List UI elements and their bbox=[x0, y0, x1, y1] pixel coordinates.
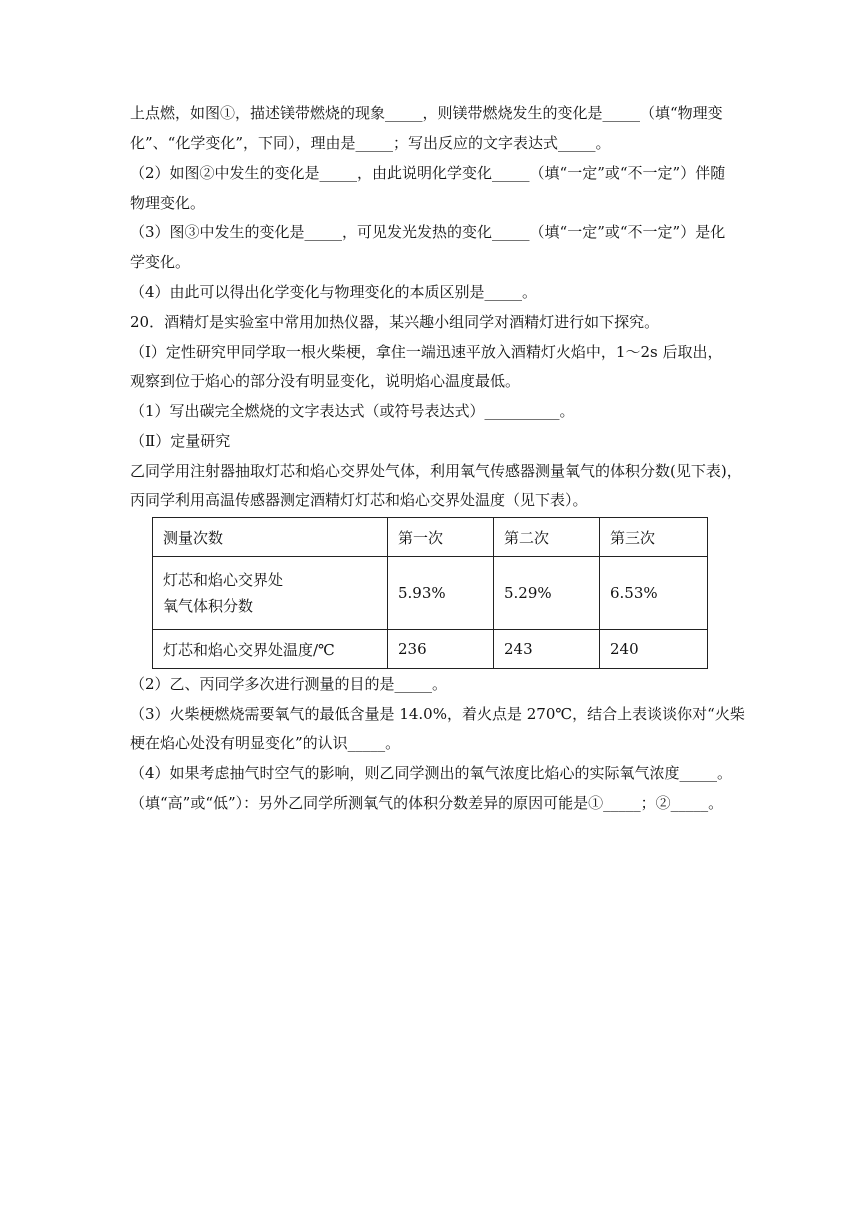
text-line: （填“高”或“低”）：另外乙同学所测氧气的体积分数差异的原因可能是①_____；②_____。 bbox=[130, 794, 724, 812]
question-20-title: 20．酒精灯是实验室中常用加热仪器，某兴趣小组同学对酒精灯进行如下探究。 bbox=[130, 313, 660, 331]
row-label-temperature: 灯芯和焰心交界处温度/℃ bbox=[153, 630, 388, 669]
table-cell: 243 bbox=[494, 630, 600, 669]
table-header-cell: 第二次 bbox=[494, 518, 600, 557]
text-line: 物理变化。 bbox=[130, 194, 206, 212]
text-line: 梗在焰心处没有明显变化”的认识_____。 bbox=[130, 734, 401, 752]
text-line: （2）乙、丙同学多次进行测量的目的是_____。 bbox=[130, 675, 448, 693]
text-line: （1）写出碳完全燃烧的文字表达式（或符号表达式）__________。 bbox=[130, 402, 575, 420]
text-line: （3）图③中发生的变化是_____，可见发光发热的变化_____（填“一定”或“不一定”）是化 bbox=[130, 223, 726, 241]
measurement-table bbox=[152, 517, 708, 669]
table-header-cell: 第一次 bbox=[388, 518, 494, 557]
text-line: （4）由此可以得出化学变化与物理变化的本质区别是_____。 bbox=[130, 283, 538, 301]
text-line: （3）火柴梗燃烧需要氧气的最低含量是 14.0%，着火点是 270℃，结合上表谈谈你对“火柴 bbox=[130, 705, 745, 723]
text-line: （2）如图②中发生的变化是_____，由此说明化学变化_____（填“一定”或“不一定”）伴随 bbox=[130, 164, 726, 182]
row-label-line: 灯芯和焰心交界处 bbox=[163, 571, 284, 589]
table-row bbox=[153, 557, 708, 630]
text-line: （4）如果考虑抽气时空气的影响，则乙同学测出的氧气浓度比焰心的实际氧气浓度_____。 bbox=[130, 764, 733, 782]
text-line: 化”、“化学变化”，下同），理由是_____；写出反应的文字表达式_____。 bbox=[130, 134, 611, 152]
text-line: 学变化。 bbox=[130, 253, 191, 271]
row-label-line: 氧气体积分数 bbox=[163, 597, 254, 615]
text-line: 上点燃，如图①，描述镁带燃烧的现象_____，则镁带燃烧发生的变化是_____（填“物理变 bbox=[130, 104, 723, 122]
table-header-row bbox=[153, 518, 708, 557]
table-header-cell: 测量次数 bbox=[153, 518, 388, 557]
table-cell: 240 bbox=[600, 630, 708, 669]
table-cell: 5.29% bbox=[494, 557, 600, 630]
text-line: 观察到位于焰心的部分没有明显变化，说明焰心温度最低。 bbox=[130, 372, 521, 390]
text-line: 丙同学利用高温传感器测定酒精灯灯芯和焰心交界处温度（见下表）。 bbox=[130, 491, 588, 509]
table-header-cell: 第三次 bbox=[600, 518, 708, 557]
text-line: （Ⅰ）定性研究甲同学取一根火柴梗，拿住一端迅速平放入酒精灯火焰中，1～2s 后取出， bbox=[130, 343, 723, 361]
table-cell: 5.93% bbox=[388, 557, 494, 630]
section-heading: （Ⅱ）定量研究 bbox=[130, 432, 231, 450]
row-label-oxygen bbox=[153, 557, 388, 630]
table-cell: 236 bbox=[388, 630, 494, 669]
table-row bbox=[153, 630, 708, 669]
table-cell: 6.53% bbox=[600, 557, 708, 630]
text-line: 乙同学用注射器抽取灯芯和焰心交界处气体，利用氧气传感器测量氧气的体积分数(见下表)， bbox=[130, 462, 742, 480]
